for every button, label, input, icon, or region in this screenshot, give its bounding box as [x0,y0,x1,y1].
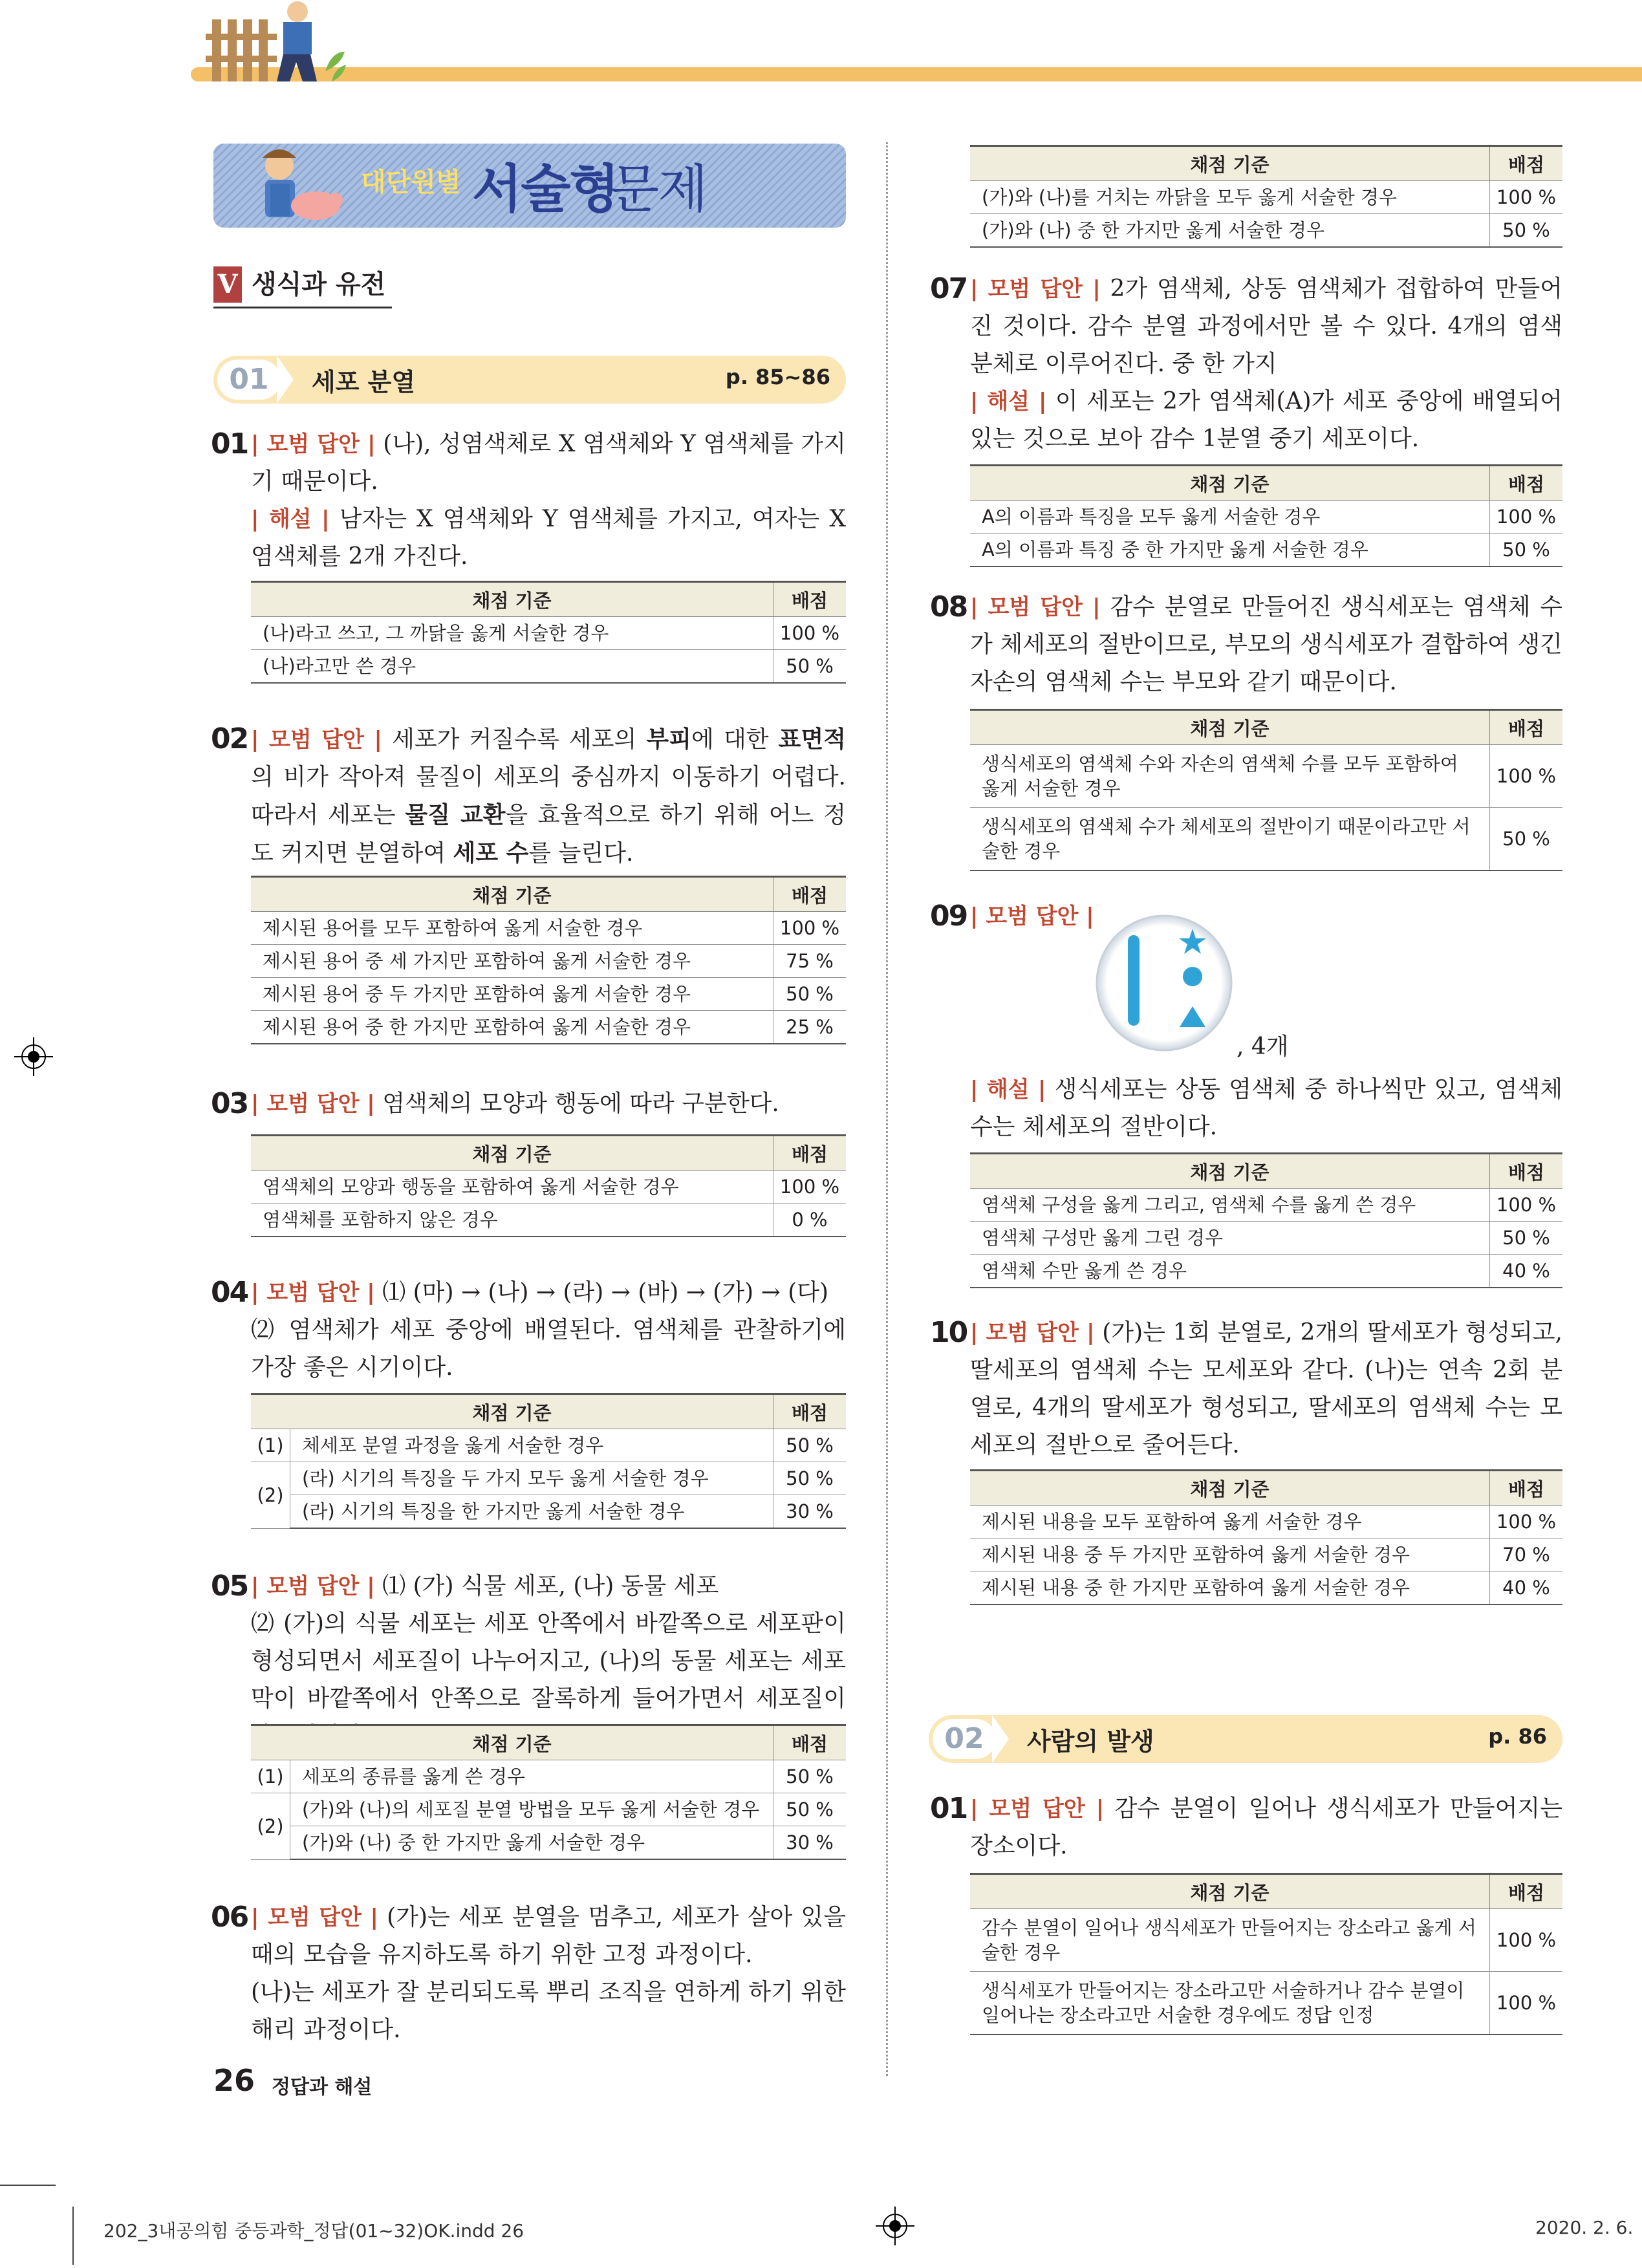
criteria-header: 채점 기준 [970,1874,1490,1909]
model-answer: (가)는 1회 분열로, 2개의 딸세포가 형성되고, 딸세포의 염색체 수는 모세포와 같다. (나)는 연속 2회 분열로, 4개의 딸세포가 형성되고, 딸세포의 염색체 수는 모세포의 절반으로 줄어든다. [970,1319,1562,1458]
crop-mark [72,2207,74,2265]
title-main: 서술형 [472,159,618,219]
answer-part-2: (나)는 세포가 잘 분리되도록 뿌리 조직을 연하게 하기 위한 해리 과정이다. [251,1979,846,2043]
registration-mark-icon [876,2207,914,2245]
criteria-cell: 제시된 내용 중 한 가지만 포함하여 옳게 서술한 경우 [970,1571,1490,1605]
score-header: 배점 [1490,1471,1563,1506]
criteria-cell: 제시된 용어를 모두 포함하여 옳게 서술한 경우 [251,912,773,945]
scoring-table-04 [251,1393,846,1529]
table-row [251,617,846,650]
criteria-cell: 생식세포가 만들어지는 장소라고만 서술하거나 감수 분열이 일어나는 장소라고만 서술한 경우에도 정답 인정 [970,1972,1490,2035]
criteria-cell: 세포의 종류를 옳게 쓴 경우 [290,1760,773,1793]
question-number: 01 [211,427,248,460]
row-number: (2) [251,1462,290,1529]
criteria-cell: (가)와 (나)의 세포질 분열 방법을 모두 옳게 서술한 경우 [290,1793,773,1826]
question-09-explanation [970,1071,1562,1146]
section-arrow [277,356,294,404]
model-answer-label: | 모범 답안 | [970,903,1094,929]
scoring-table-08 [970,709,1562,871]
score-cell: 100 % [1490,1506,1563,1539]
section-page-ref: p. 86 [1488,1724,1547,1749]
model-answer-label: | 모범 답안 | [970,1796,1105,1822]
scoring-table-09 [970,1152,1562,1288]
criteria-cell: 염색체 구성만 옳게 그린 경우 [970,1222,1490,1255]
table-row [970,1571,1562,1605]
question-number: 01 [930,1792,967,1825]
score-cell: 50 % [1490,1222,1563,1255]
table-row [970,181,1562,214]
model-answer-label: | 모범 답안 | [251,727,382,753]
model-answer: 2가 염색체, 상동 염색체가 접합하여 만들어진 것이다. 감수 분열 과정에서만 볼 수 있다. 4개의 염색 분체로 이루어진다. 중 한 가지 [970,275,1562,377]
table-row [970,534,1562,567]
score-cell: 100 % [773,617,847,650]
scoring-table-10 [970,1469,1562,1605]
criteria-header: 채점 기준 [251,1725,773,1760]
criteria-cell: A의 이름과 특징을 모두 옳게 서술한 경우 [970,501,1490,534]
answer-part-1: ⑴ (마) → (나) → (라) → (바) → (가) → (다) [382,1279,829,1306]
score-cell: 50 % [773,1429,847,1462]
score-cell: 50 % [1490,214,1563,248]
question-10 [930,1314,1562,1464]
criteria-cell: 염색체 구성을 옳게 그리고, 염색체 수를 옳게 쓴 경우 [970,1189,1490,1222]
answer-text: 세포가 커질수록 세포의 [392,726,647,753]
table-row [251,1462,846,1495]
model-answer-label: | 모범 답안 | [251,1573,375,1599]
score-cell: 50 % [773,1760,847,1793]
score-cell: 30 % [773,1826,847,1860]
farmer-pig-illustration [239,144,349,228]
model-answer-label: | 모범 답안 | [970,1320,1095,1346]
table-row [251,650,846,684]
model-answer-label: | 모범 답안 | [970,594,1101,620]
section-number: 01 [217,360,281,400]
section-arrow [992,1715,1009,1763]
question-number: 09 [930,900,967,933]
table-row [251,945,846,978]
score-cell: 40 % [1490,1255,1563,1288]
unit-heading [213,266,392,308]
section-page-ref: p. 85~86 [725,365,830,389]
question-number: 07 [930,272,967,305]
question-number: 03 [211,1087,248,1120]
score-header: 배점 [1490,1154,1563,1189]
section-header-01 [213,356,846,404]
model-answer: (나), 성염색체로 X 염색체와 Y 염색체를 가지기 때문이다. [251,431,846,495]
criteria-cell: (나)라고만 쓴 경우 [251,650,773,684]
explanation-label: | 해설 | [970,1077,1046,1103]
criteria-header: 채점 기준 [970,1154,1490,1189]
score-cell: 25 % [773,1011,847,1044]
table-row [251,1429,846,1462]
table-row [970,1539,1562,1571]
row-number: (2) [251,1793,290,1860]
criteria-cell: (나)라고 쓰고, 그 까닭을 옳게 서술한 경우 [251,617,773,650]
question-number: 04 [211,1276,248,1309]
scoring-table-s2-01 [970,1873,1562,2035]
criteria-header: 채점 기준 [251,1394,773,1429]
explanation: 이 세포는 2가 염색체(A)가 세포 중앙에 배열되어 있는 것으로 보아 감수 1분열 중기 세포이다. [970,388,1562,452]
answer-text: 을 효율적으로 하기 위해 어느 정도 커지면 분열하여 [251,802,846,867]
score-header: 배점 [1490,466,1563,501]
score-cell: 50 % [1490,808,1563,871]
page-footer-label: 정답과 해설 [272,2076,373,2099]
model-answer-label: | 모범 답안 | [251,1091,375,1117]
table-row [970,1909,1562,1972]
criteria-cell: (라) 시기의 특징을 한 가지만 옳게 서술한 경우 [290,1495,773,1529]
section-title: 사람의 발생 [1027,1727,1154,1756]
explanation-label: | 해설 | [251,506,330,532]
criteria-cell: 제시된 용어 중 세 가지만 포함하여 옳게 서술한 경우 [251,945,773,978]
scoring-table-03 [251,1134,846,1237]
table-row [970,214,1562,248]
answer-text: 의 비가 작아져 물질이 세포의 중심까지 이동하기 어렵다. 따라서 세포는 [251,764,846,828]
question-number: 02 [211,722,248,755]
header-band [191,67,1642,81]
chromosome-count: , 4개 [1237,1033,1289,1060]
title-banner [213,144,846,228]
column-divider [886,142,888,2076]
registration-mark-icon [14,1037,53,1076]
criteria-header: 채점 기준 [251,582,773,617]
section-number: 02 [933,1719,996,1759]
criteria-cell: 생식세포의 염색체 수가 체세포의 절반이기 때문이라고만 서술한 경우 [970,808,1490,871]
score-cell: 100 % [1490,501,1563,534]
score-cell: 50 % [773,1462,847,1495]
criteria-header: 채점 기준 [251,1136,773,1171]
score-cell: 50 % [773,978,847,1011]
question-number: 05 [211,1570,248,1603]
scoring-table-06 [970,145,1562,248]
answer-part-2: ⑵ 염색체가 세포 중앙에 배열된다. 염색체를 관찰하기에 가장 좋은 시기이다. [251,1317,846,1381]
score-header: 배점 [1490,1874,1563,1909]
page-number: 26 [213,2063,255,2098]
keyword: 부피 [646,726,691,753]
table-row [970,1506,1562,1539]
question-01 [211,426,846,576]
table-row [970,745,1562,808]
criteria-cell: 제시된 용어 중 한 가지만 포함하여 옳게 서술한 경우 [251,1011,773,1044]
explanation: 생식세포는 상동 염색체 중 하나씩만 있고, 염색체 수는 체세포의 절반이다. [970,1076,1562,1140]
model-answer-label: | 모범 답안 | [251,431,376,457]
table-row [970,1255,1562,1288]
criteria-cell: 제시된 용어 중 두 가지만 포함하여 옳게 서술한 경우 [251,978,773,1011]
table-row [970,501,1562,534]
criteria-cell: 제시된 내용을 모두 포함하여 옳게 서술한 경우 [970,1506,1490,1539]
table-row [970,1189,1562,1222]
question-04 [211,1274,846,1387]
score-header: 배점 [773,1136,847,1171]
score-header: 배점 [773,1394,847,1429]
score-cell: 100 % [1490,1189,1563,1222]
answer-text: 에 대한 [691,726,779,753]
keyword: 표면적 [778,726,846,753]
table-row [251,912,846,945]
keyword: 세포 수 [453,839,529,867]
title-rest: 문제 [609,159,707,219]
table-row [251,1011,846,1044]
criteria-cell: 체세포 분열 과정을 옳게 서술한 경우 [290,1429,773,1462]
question-03 [211,1085,846,1123]
score-cell: 50 % [1490,534,1563,567]
question-08 [930,589,1563,701]
criteria-cell: (라) 시기의 특징을 두 가지 모두 옳게 서술한 경우 [290,1462,773,1495]
print-file-info: 202_3내공의힘 중등과학_정답(01~32)OK.indd 26 [103,2220,524,2241]
answer-text: 를 늘린다. [528,840,634,867]
score-cell: 100 % [1490,1972,1563,2035]
table-row [970,808,1562,871]
score-cell: 75 % [773,945,847,978]
crop-mark [0,2185,56,2186]
question-02 [211,720,846,872]
row-number: (1) [251,1760,290,1793]
scoring-table-01 [251,581,846,684]
table-row [251,1760,846,1793]
criteria-cell: 염색체의 모양과 행동을 포함하여 옳게 서술한 경우 [251,1171,773,1204]
answer-part-1: ⑴ (가) 식물 세포, (나) 동물 세포 [382,1573,719,1599]
explanation: 남자는 X 염색체와 Y 염색체를 가지고, 여자는 X 염색체를 2개 가진다. [251,506,846,570]
question-number: 08 [930,590,967,623]
score-cell: 40 % [1490,1571,1563,1605]
criteria-header: 채점 기준 [970,466,1490,501]
question-09 [930,898,1562,935]
scoring-table-02 [251,876,846,1044]
gardener-illustration [206,0,354,84]
scoring-table-05 [251,1724,846,1860]
criteria-cell: A의 이름과 특징 중 한 가지만 옳게 서술한 경우 [970,534,1490,567]
cell-diagram [1093,912,1235,1054]
table-row [251,1826,846,1860]
score-cell: 100 % [773,1171,847,1204]
score-cell: 100 % [1490,1909,1563,1972]
criteria-header: 채점 기준 [970,710,1490,745]
long-chromosome [1128,935,1140,1026]
unit-number: V [213,266,242,303]
model-answer-label: | 모범 답안 | [251,1280,375,1306]
score-cell: 70 % [1490,1539,1563,1571]
unit-title: 생식과 유전 [252,270,386,299]
score-header: 배점 [1490,710,1563,745]
criteria-cell: (가)와 (나) 중 한 가지만 옳게 서술한 경우 [290,1826,773,1860]
print-date: 2020. 2. 6. [1535,2217,1634,2238]
criteria-cell: 염색체 수만 옳게 쓴 경우 [970,1255,1490,1288]
answer-part-2: ⑵ (가)의 식물 세포는 세포 안쪽에서 바깥쪽으로 세포판이 형성되면서 세포질이 나누어지고, (나)의 동물 세포는 세포막이 바깥쪽에서 안쪽으로 잘록하게 들어가면서 세포질이 [251,1610,846,1712]
section2-question-01 [930,1790,1562,1865]
model-answer-label: | 모범 답안 | [251,1905,378,1930]
table-row [251,1204,846,1237]
score-cell: 30 % [773,1495,847,1529]
criteria-header: 채점 기준 [970,1471,1490,1506]
score-cell: 100 % [1490,745,1563,808]
criteria-cell: 생식세포의 염색체 수와 자손의 염색체 수를 모두 포함하여 옳게 서술한 경우 [970,745,1490,808]
keyword: 물질 교환 [405,801,506,828]
title-small: 대단원별 [361,167,461,197]
question-number: 10 [930,1316,967,1349]
criteria-header: 채점 기준 [970,146,1490,181]
criteria-cell: 염색체를 포함하지 않은 경우 [251,1204,773,1237]
score-cell: 100 % [1490,181,1563,214]
question-number: 06 [211,1901,248,1934]
section-title: 세포 분열 [312,368,416,396]
criteria-header: 채점 기준 [251,877,773,912]
answer-part-1: (가)는 세포 분열을 멈추고, 세포가 살아 있을 때의 모습을 유지하도록 하기 위한 고정 과정이다. [251,1904,846,1968]
model-answer: 감수 분열이 일어나 생식세포가 만들어지는 장소이다. [970,1795,1562,1859]
section-header-02 [929,1715,1562,1763]
score-header: 배점 [773,582,847,617]
criteria-cell: (가)와 (나)를 거치는 까닭을 모두 옳게 서술한 경우 [970,181,1490,214]
score-cell: 50 % [773,650,847,684]
score-cell: 0 % [773,1204,847,1237]
criteria-cell: (가)와 (나) 중 한 가지만 옳게 서술한 경우 [970,214,1490,248]
circle-chromosome [1183,967,1202,986]
score-cell: 50 % [773,1793,847,1826]
table-row [251,978,846,1011]
model-answer: 염색체의 모양과 행동에 따라 구분한다. [382,1090,779,1117]
table-row [251,1793,846,1826]
table-row [251,1495,846,1529]
model-answer-label: | 모범 답안 | [970,276,1101,302]
model-answer: 감수 분열로 만들어진 생식세포는 염색체 수가 체세포의 절반이므로, 부모의 생식세포가 결합하여 생긴 자손의 염색체 수는 부모와 같기 때문이다. [970,594,1563,695]
table-row [970,1972,1562,2035]
score-header: 배점 [773,1725,847,1760]
score-header: 배점 [773,877,847,912]
score-cell: 100 % [773,912,847,945]
scoring-table-07 [970,464,1562,567]
explanation-label: | 해설 | [970,389,1047,415]
row-number: (1) [251,1429,290,1462]
criteria-cell: 감수 분열이 일어나 생식세포가 만들어지는 장소라고 옳게 서술한 경우 [970,1909,1490,1972]
table-row [251,1171,846,1204]
criteria-cell: 제시된 내용 중 두 가지만 포함하여 옳게 서술한 경우 [970,1539,1490,1571]
table-row [970,1222,1562,1255]
score-header: 배점 [1490,146,1563,181]
question-06 [211,1899,846,2049]
question-07 [930,270,1562,458]
